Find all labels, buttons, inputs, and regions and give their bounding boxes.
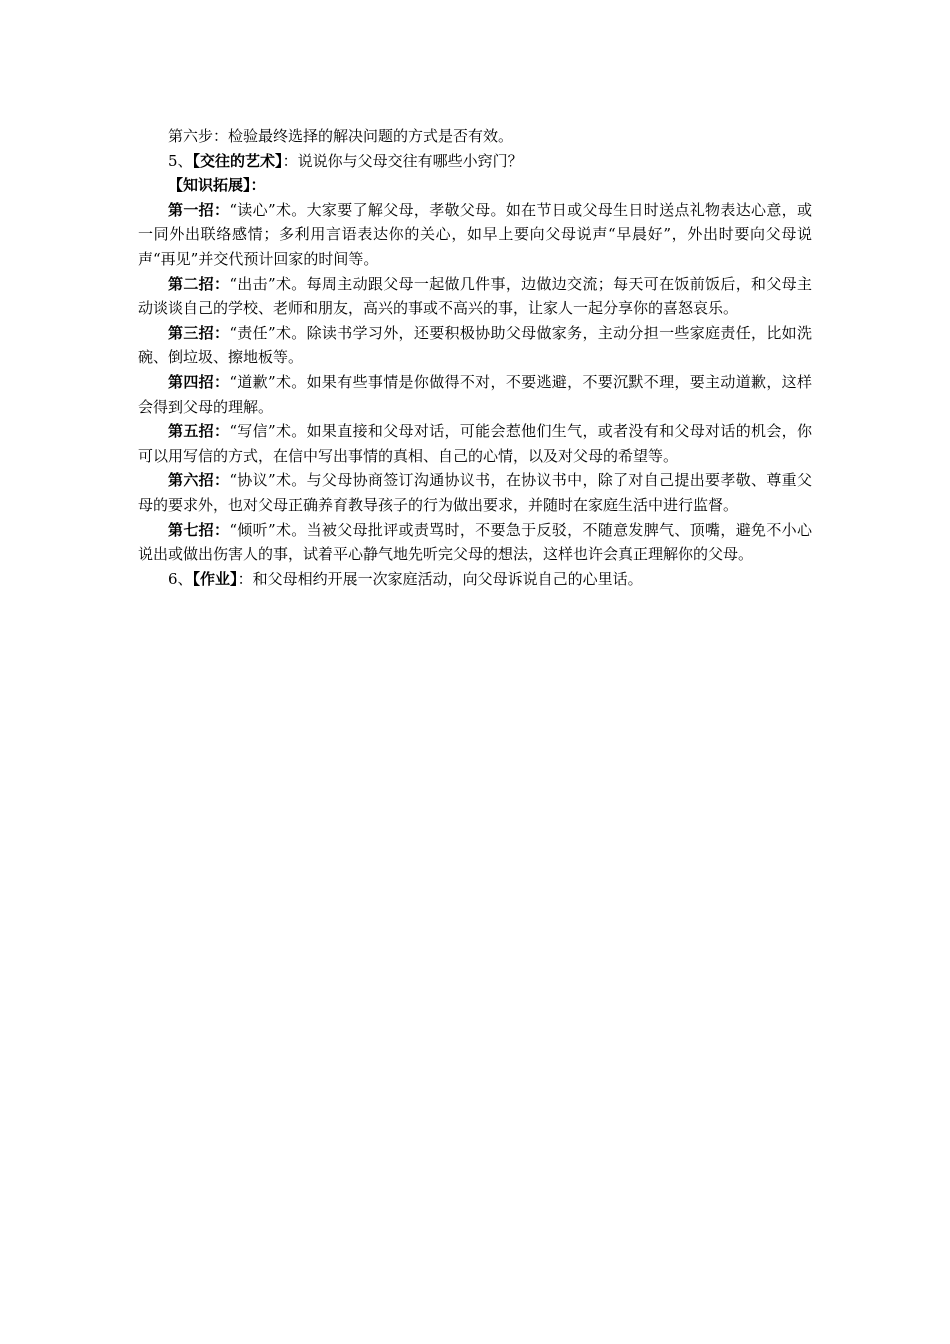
- section-five-title: 【交往的艺术】: [192, 151, 283, 170]
- section-six-number: 6、: [168, 569, 193, 588]
- knowledge-extension-title: 【知识拓展】: [168, 176, 251, 195]
- tip-two-text: “出击”术。每周主动跟父母一起做几件事，边做边交流；每天可在饭前饭后，和父母主动谈谈自己的学校、老师和朋友，高兴的事或不高兴的事，让家人一起分享你的喜怒哀乐。: [138, 274, 812, 318]
- tip-three-text: “责任”术。除读书学习外，还要积极协助父母做家务，主动分担一些家庭责任，比如洗碗、倒垃圾、擦地板等。: [138, 323, 812, 367]
- tip-five-text: “写信”术。如果直接和父母对话，可能会惹他们生气，或者没有和父母对话的机会，你可以用写信的方式，在信中写出事情的真相、自己的心情，以及对父母的希望等。: [138, 422, 812, 465]
- tip-seven-paragraph: [138, 518, 812, 567]
- section-six-title: 【作业】: [192, 569, 238, 588]
- tip-six-text: “协议”术。与父母协商签订沟通协议书，在协议书中，除了对自己提出要孝敬、尊重父母的要求外，也对父母正确养育教导孩子的行为做出要求，并随时在家庭生活中进行监督。: [138, 471, 812, 514]
- tip-four-paragraph: [138, 370, 812, 419]
- section-five-number: 5、: [168, 151, 193, 170]
- tip-one-text: “读心”术。大家要了解父母，孝敬父母。如在节日或父母生日时送点礼物表达心意，或一同外出联络感情；多利用言语表达你的关心，如早上要向父母说声“早晨好”，外出时要向父母说声“再见”并交代预计回家的时间等。: [138, 200, 812, 268]
- tip-seven-label: 第七招：: [168, 520, 230, 539]
- document-page: [138, 124, 812, 591]
- tip-six-label: 第六招：: [168, 471, 230, 490]
- tip-seven-text: “倾听”术。当被父母批评或责骂时，不要急于反驳，不随意发脾气、顶嘴，避免不小心说出或做出伤害人的事，试着平心静气地先听完父母的想法，这样也许会真正理解你的父母。: [138, 520, 812, 564]
- knowledge-extension-colon: ：: [250, 176, 266, 195]
- section-six-text: ：和父母相约开展一次家庭活动，向父母诉说自己的心里话。: [237, 569, 643, 588]
- section-five-line: [138, 149, 812, 174]
- tip-three-paragraph: [138, 321, 812, 370]
- tip-four-text: “道歉”术。如果有些事情是你做得不对，不要逃避，不要沉默不理，要主动道歉，这样会得到父母的理解。: [138, 372, 812, 416]
- tip-five-label: 第五招：: [168, 422, 230, 441]
- tip-two-label: 第二招：: [168, 274, 230, 293]
- tip-three-label: 第三招：: [168, 323, 230, 342]
- section-six-line: [138, 567, 812, 592]
- tip-six-paragraph: [138, 468, 812, 517]
- knowledge-extension-line: [138, 173, 812, 198]
- step-six-text: 第六步：检验最终选择的解决问题的方式是否有效。: [168, 127, 514, 145]
- tip-two-paragraph: [138, 272, 812, 321]
- section-five-text: ：说说你与父母交往有哪些小窍门？: [282, 151, 523, 170]
- tip-one-paragraph: [138, 198, 812, 272]
- tip-four-label: 第四招：: [168, 372, 230, 391]
- tip-five-paragraph: [138, 419, 812, 468]
- tip-one-label: 第一招：: [168, 200, 230, 219]
- step-six-line: [138, 124, 812, 149]
